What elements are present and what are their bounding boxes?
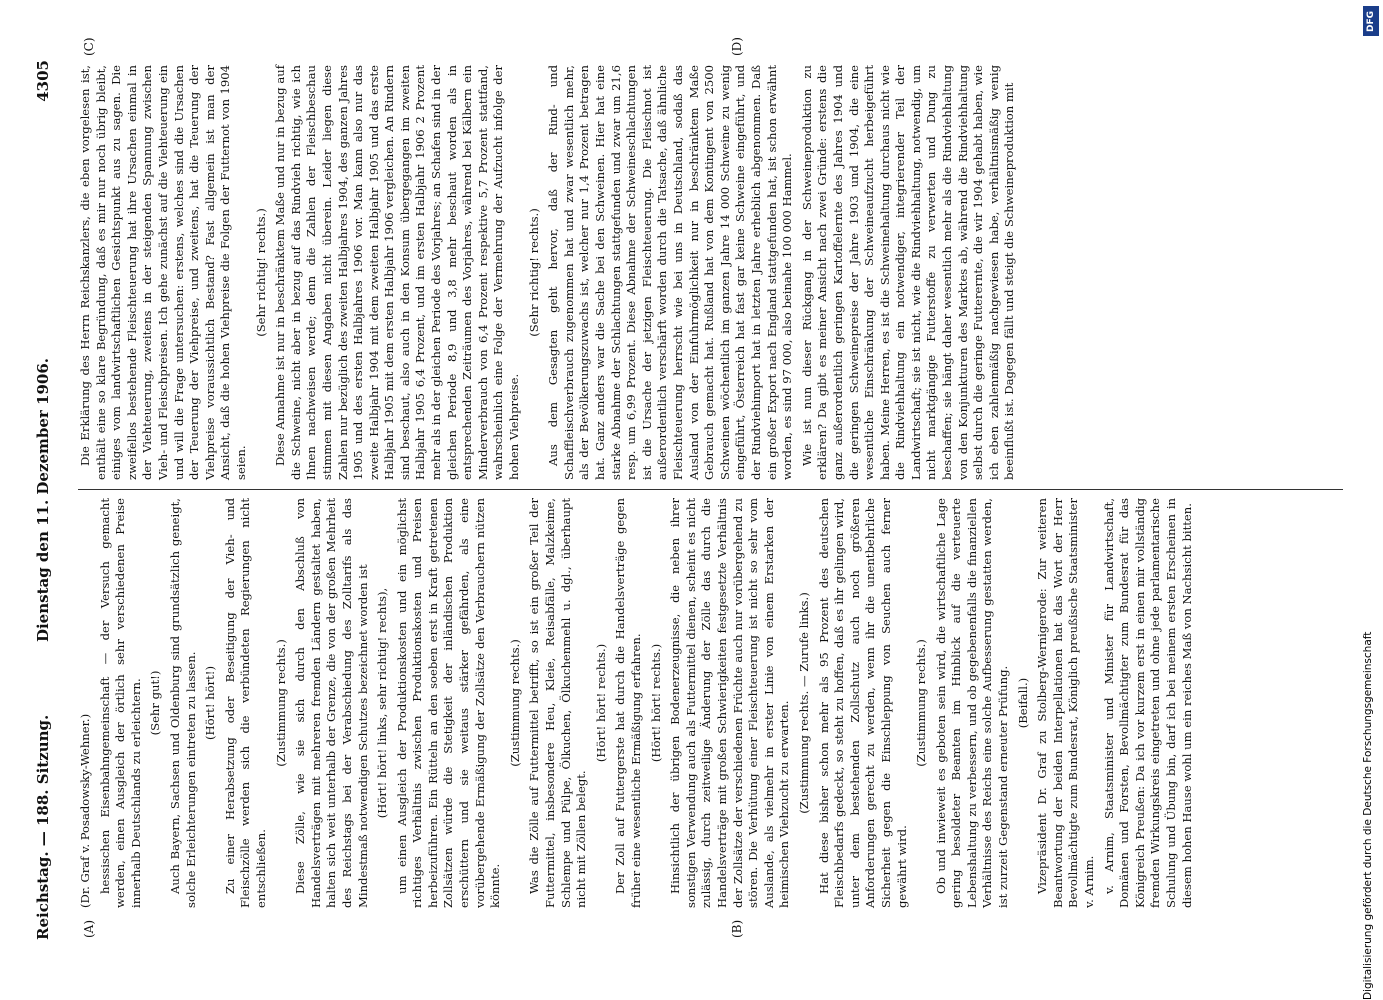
- digitization-credit: Digitalisierung gefördert durch die Deutsche Forschungsgemeinschaft: [1362, 631, 1374, 1000]
- header-left: Reichstag. — 188. Sitzung.: [34, 714, 52, 940]
- left-paragraph: Auch Bayern, Sachsen und Oldenburg sind grundsätzlich geneigt, solche Erleichterungen eintreten zu lassen.: [167, 498, 198, 908]
- left-paragraph: Hat diese bisher schon mehr als 95 Prozent des deutschen Fleischbedarfs gedeckt, so steht zu hoffen, daß es ihr gelingen wird, unter dem bestehenden Zollschutz auch noch größeren Anforderungen gerecht zu werden, wenn ihr die unentbehrliche Sicherheit gegen die Einschleppung von Seuchen auch ferner gewährt wird.: [816, 498, 909, 908]
- left-paragraph: (Beifall.): [1015, 677, 1030, 729]
- left-paragraph: (Hört! hört!): [203, 666, 218, 740]
- left-paragraph: (Hört! hört! links, sehr richtig! rechts),: [375, 587, 390, 819]
- left-paragraph: Was die Zölle auf Futtermittel betrifft, so ist ein großer Teil der Futtermittel, insbesondere Heu, Kleie, Reisabfälle, Malzkeime, Schlempe und Pülpe, Ölkuchen, Ölkuchenmehl u. dgl., überhaupt nicht mit Zöllen belegt.: [527, 498, 589, 908]
- left-paragraph: (Zustimmung rechts.): [507, 639, 522, 767]
- left-paragraph: Der Zoll auf Futtergerste hat durch die Handelsverträge gegen früher eine wesentliche Ermäßigung erfahren.: [613, 498, 643, 908]
- right-paragraph: Wie ist nun dieser Rückgang in der Schweineproduktion zu erklären? Da gibt es meiner Ansicht nach zwei Gründe: erstens die ganz außerordentlich geringen Kartoffelernte des Jahres 1904 und die geringen Schweinepreise der Jahre 1903 und 1904, die eine wesentliche Einschränkung der Schweineaufzucht herbeigeführt haben. Meine Herren, es ist die Schweinehaltung durchaus nicht wie die Rindviehhaltung ein notwendiger, integrierender Teil der Landwirtschaft; sie ist nicht, wie die Rindviehhaltung, notwendig, um nicht marktgängige Futterstoffe zu verwerten und Dung zu beschaffen; sie hängt daher wesentlich mehr als die Rindviehhaltung von den Konjunkturen des Marktes ab, während die Rindviehhaltung selbst durch die geringe Futterernte, die wir 1904 gehabt haben, wie ich eben zahlenmäßig nachgewiesen habe, verhältnismäßig wenig beeinflußt ist. Dagegen fällt und steigt die Schweineproduktion mit: [799, 65, 1017, 480]
- dfg-logo: DFG: [1363, 6, 1379, 36]
- left-paragraph: Diese Zölle, wie sie sich durch den Abschluß von Handelsverträgen mit mehreren fremden Ländern gestaltet haben, halten sich weit unterhalb der Grenze, die von der großen Mehrheit des Reichstags bei der Verabschiedung des Zolltarifs als das Mindestmaß notwendigen Schutzes bezeichnet worden ist: [293, 498, 370, 908]
- right-column: [78, 65, 1353, 480]
- column-divider: [78, 489, 1343, 490]
- header-date: Dienstag den 11. Dezember 1906.: [34, 357, 52, 643]
- left-column: [78, 498, 1353, 908]
- left-paragraph: (Zustimmung rechts.): [914, 639, 929, 767]
- left-paragraph: Vizepräsident Dr. Graf zu Stolberg-Wernigerode: Zur weiteren Beantwortung der beiden Interpellationen hat das Wort der Herr Bevollmächtigte zum Bundesrat, Königlich preußische Staatsminister v. Arnim.: [1035, 498, 1097, 908]
- right-paragraph: (Sehr richtig! rechts.): [526, 208, 541, 337]
- margin-mark-b: (B): [730, 919, 744, 938]
- left-paragraph: (Dr. Graf v. Posadowsky-Wehner.): [78, 713, 92, 908]
- right-paragraph: Die Erklärung des Herrn Reichskanzlers, die eben vorgelesen ist, enthält eine so klare Begründung, daß es mir nur noch übrig bleibt, einiges vom landwirtschaftlichen Gesichtspunkt aus zu sagen. Die zweifellos bestehende Fleischteuerung hat ihre Ursachen einmal in der Viehteuerung, zweitens in der steigenden Spannung zwischen Vieh- und Fleischpreisen. Ich gehe zunächst auf die Viehteuerung ein und will die Frage untersuchen: erstens, welches sind die Ursachen der Teuerung der Viehpreise, und zweitens, hat die Teuerung der Viehpreise voraussichtlich Bestand? Fast allgemein ist man der Ansicht, daß die hohen Viehpreise die Folgen der Futternot von 1904 seien.: [78, 65, 248, 480]
- margin-mark-a: (A): [82, 919, 96, 938]
- left-paragraph: um einen Ausgleich der Produktionskosten und ein möglichst richtiges Verhältnis zwischen Produktionskosten und Preisen herbeizuführen. Ein Rütteln an den soeben erst in Kraft getretenen Zollsätzen würde die Stetigkeit der inländischen Produktion erschüttern und sie weitaus stärker gefährden, als eine vorübergehende Ermäßigung der Zollsätze den Verbrauchern nützen könnte.: [394, 498, 503, 908]
- left-paragraph: (Zustimmung rechts. — Zurufe links.): [796, 592, 811, 814]
- page-number: 4305: [34, 60, 52, 102]
- right-paragraph: Aus dem Gesagten geht hervor, daß der Rind- und Schaffleischverbrauch zugenommen hat und zwar wesentlich mehr, als der Bevölkerungszuwachs ist, welcher nur 1,4 Prozent betragen hat. Ganz anders war die Sache bei den Schweinen. Hier hat eine starke Abnahme der Schlachtungen stattgefunden und zwar um 21,6 resp. um 6,99 Prozent. Diese Abnahme der Schweineschlachtungen ist die Ursache der jetzigen Fleischteuerung. Die Fleischnot ist außerordentlich verschärft worden durch die Tatsache, daß ähnliche Fleischteuerung herrscht wie bei uns in Deutschland, sodaß das Ausland von der Einfuhrmöglichkeit nur in beschränktem Maße Gebrauch gemacht hat. Rußland hat von dem Kontingent von 2500 Schweinen wöchentlich im ganzen Jahre 14 000 Schweine zu wenig eingeführt, Österreich hat fast gar keine Schweine eingeführt, und der Rindviehimport hat in letzten Jahre erheblich abgenommen. Daß ein großer Export nach England stattgefunden hat, ist schon erwähnt worden, es sind 97 000, also beinahe 100 000 Hammel.: [546, 65, 795, 480]
- left-paragraph: (Sehr gut!): [148, 670, 163, 736]
- page-header: [34, 60, 64, 940]
- left-paragraph: Ob und inwieweit es geboten sein wird, die wirtschaftliche Lage gering besoldeter Beamten im Hinblick auf die verteuerte Lebenshaltung zu verbessern, und ob gegebenenfalls die finanziellen Verhältnisse des Reichs eine solche Aufbesserung gestatten werden, ist zurzeit Gegenstand erneuter Prüfung.: [933, 498, 1011, 908]
- left-paragraph: hessischen Eisenbahngemeinschaft — der Versuch gemacht werden, einen Ausgleich der örtlich sehr verschiedenen Preise innerhalb Deutschlands zu erleichtern.: [97, 498, 143, 908]
- left-paragraph: (Zustimmung rechts.): [273, 639, 288, 767]
- left-paragraph: (Hört! hört! rechts.): [593, 643, 608, 763]
- left-paragraph: Zu einer Herabsetzung oder Beseitigung der Vieh- und Fleischzölle werden sich die verbündeten Regierungen nicht entschließen.: [222, 498, 268, 908]
- left-paragraph: Hinsichtlich der übrigen Bodenerzeugnisse, die neben ihrer sonstigen Verwendung auch als Futtermittel dienen, scheint es nicht zulässig, durch zeitweilige Änderung der Zölle das durch die Handelsverträge mit großen Schwierigkeiten festgesetzte Verhältnis der Zollsätze der verschiedenen Früchte auch nur vorübergehend zu stören. Die Verhütung einer Fleischteuerung ist nicht so sehr vom Auslande, als vielmehr in erster Linie von einem Erstarken der heimischen Viehzucht zu erwarten.: [668, 498, 792, 908]
- margin-mark-c: (C): [82, 37, 96, 56]
- margin-mark-d: (D): [730, 37, 744, 56]
- right-paragraph: Diese Annahme ist nur in beschränktem Maße und nur in bezug auf die Schweine, nicht aber in bezug auf das Rindvieh richtig, wie ich Ihnen nachweisen werde; denn die Zahlen der Fleischbeschau stimmen mit diesen Angaben nicht überein. Leider liegen diese Zahlen nur bezüglich des zweiten Halbjahres 1904, des ganzen Jahres 1905 und des ersten Halbjahres 1906 vor. Man kann also nur das zweite Halbjahr 1904 mit dem zweiten Halbjahr 1905 und das erste Halbjahr 1905 mit dem ersten Halbjahr 1906 vergleichen. An Rindern sind beschaut, also auch in den Konsum übergegangen im zweiten Halbjahr 1905 6,4 Prozent, und im ersten Halbjahr 1906 2 Prozent mehr als in der gleichen Periode des Vorjahres; an Schafen sind in der gleichen Periode 8,9 und 3,8 mehr beschaut worden als in entsprechenden Zeiträumen des Vorjahres, während bei Kälbern ein Minderverbrauch von 6,4 Prozent respektive 5,7 Prozent stattfand, wahrscheinlich eine Folge der Vermehrung der Aufzucht infolge der hohen Viehpreise.: [273, 65, 522, 480]
- left-paragraph: (Hört! hört! rechts.): [648, 643, 663, 763]
- right-paragraph: (Sehr richtig! rechts.): [253, 208, 268, 337]
- left-paragraph: v. Arnim, Staatsminister und Minister für Landwirtschaft, Domänen und Forsten, Bevollmächtigter zum Bundesrat für das Königreich Preußen: Da ich vor kurzem erst in einen mir vollständig fremden Wirkungskreis eingetreten und ohne jede parlamentarische Schulung und Übung bin, darf ich bei meinem ersten Erscheinen in diesem hohen Hause wohl um ein reiches Maß von Nachsicht bitten.: [1101, 498, 1194, 908]
- credit-sidebar: [1362, 0, 1380, 1000]
